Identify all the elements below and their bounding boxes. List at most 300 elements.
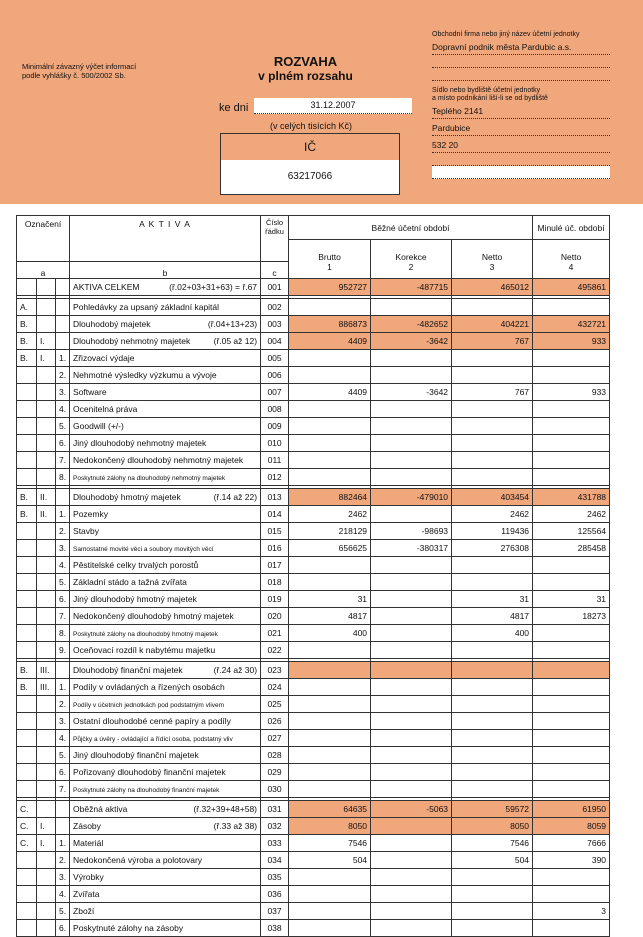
brutto-cell[interactable]	[289, 662, 371, 679]
netto-cell[interactable]	[452, 920, 533, 937]
row-number: 008	[261, 401, 289, 418]
netto-cell[interactable]: 31	[452, 591, 533, 608]
korekce-cell[interactable]: -380317	[371, 540, 452, 557]
row-label-text: Poskytnuté zálohy na zásoby	[73, 923, 184, 933]
designation-1	[17, 608, 37, 625]
korekce-cell[interactable]	[371, 506, 452, 523]
current-period-header: Běžné účetní období	[289, 216, 533, 240]
company-name-blank-2[interactable]	[432, 68, 610, 81]
brutto-cell[interactable]	[289, 469, 371, 486]
row-label-text: Základní stádo a tažná zvířata	[73, 577, 187, 587]
netto-cell[interactable]	[452, 299, 533, 316]
prev-netto-cell[interactable]	[533, 574, 610, 591]
table-row	[17, 591, 610, 608]
korekce-cell[interactable]	[371, 452, 452, 469]
korekce-cell[interactable]	[371, 835, 452, 852]
brutto-cell[interactable]	[289, 886, 371, 903]
designation-2	[37, 920, 56, 937]
korekce-cell[interactable]	[371, 469, 452, 486]
korekce-cell[interactable]	[371, 401, 452, 418]
designation-2	[37, 574, 56, 591]
row-label	[70, 642, 261, 659]
table-row	[17, 730, 610, 747]
netto-cell[interactable]: 400	[452, 625, 533, 642]
netto-cell[interactable]	[452, 747, 533, 764]
netto-cell[interactable]	[452, 574, 533, 591]
brutto-cell[interactable]: 4817	[289, 608, 371, 625]
row-label	[70, 747, 261, 764]
row-label	[70, 350, 261, 367]
table-row	[17, 418, 610, 435]
row-label-text: Zvířata	[73, 889, 100, 899]
designation-1	[17, 574, 37, 591]
table-row	[17, 747, 610, 764]
prev-netto-cell[interactable]: 390	[533, 852, 610, 869]
brutto-cell[interactable]	[289, 781, 371, 798]
row-number: 001	[261, 279, 289, 296]
netto-cell[interactable]	[452, 781, 533, 798]
row-number: 021	[261, 625, 289, 642]
prev-netto-cell[interactable]: 18273	[533, 608, 610, 625]
row-label-text: Nehmotné výsledky výzkumu a vývoje	[73, 370, 217, 380]
col-3-label: 3	[452, 262, 533, 279]
row-label-text: Jiný dlouhodobý hmotný majetek	[73, 594, 197, 604]
row-number: 032	[261, 818, 289, 835]
brutto-cell[interactable]	[289, 401, 371, 418]
prev-netto-cell[interactable]	[533, 299, 610, 316]
prev-netto-cell[interactable]: 31	[533, 591, 610, 608]
designation-2	[37, 469, 56, 486]
prev-netto-cell[interactable]: 933	[533, 333, 610, 350]
netto-cell[interactable]: 4817	[452, 608, 533, 625]
netto-cell[interactable]	[452, 903, 533, 920]
brutto-cell[interactable]: 64635	[289, 801, 371, 818]
prev-netto-cell[interactable]: 7666	[533, 835, 610, 852]
netto-cell[interactable]: 404221	[452, 316, 533, 333]
designation-1	[17, 747, 37, 764]
row-label-text: Ostatní dlouhodobé cenné papíry a podíly	[73, 716, 231, 726]
brutto-cell[interactable]	[289, 747, 371, 764]
netto-prev-header: Netto	[533, 240, 610, 262]
netto-cell[interactable]: 59572	[452, 801, 533, 818]
korekce-cell[interactable]	[371, 418, 452, 435]
netto-cell[interactable]: 504	[452, 852, 533, 869]
brutto-header: Brutto	[289, 240, 371, 262]
row-label	[70, 818, 261, 835]
korekce-cell[interactable]	[371, 696, 452, 713]
row-label	[70, 920, 261, 937]
row-number: 002	[261, 299, 289, 316]
korekce-cell[interactable]	[371, 781, 452, 798]
netto-cell[interactable]	[452, 557, 533, 574]
prev-netto-cell[interactable]	[533, 557, 610, 574]
korekce-cell[interactable]	[371, 852, 452, 869]
prev-netto-cell[interactable]	[533, 469, 610, 486]
brutto-cell[interactable]: 218129	[289, 523, 371, 540]
korekce-cell[interactable]	[371, 367, 452, 384]
designation-2: I.	[37, 818, 56, 835]
brutto-cell[interactable]	[289, 299, 371, 316]
brutto-cell[interactable]: 656625	[289, 540, 371, 557]
netto-cell[interactable]	[452, 452, 533, 469]
prev-netto-cell[interactable]	[533, 679, 610, 696]
designation-2: I.	[37, 333, 56, 350]
row-label-text: Výrobky	[73, 872, 104, 882]
table-row	[17, 333, 610, 350]
netto-cell[interactable]: 276308	[452, 540, 533, 557]
korekce-cell[interactable]	[371, 869, 452, 886]
table-row	[17, 852, 610, 869]
table-row	[17, 764, 610, 781]
designation-3: 1.	[56, 350, 70, 367]
row-label-text: Podíly v účetních jednotkách pod podstatným vlivem	[73, 702, 225, 709]
table-row	[17, 350, 610, 367]
prev-netto-cell[interactable]	[533, 435, 610, 452]
prev-netto-cell[interactable]	[533, 662, 610, 679]
netto-cell[interactable]	[452, 367, 533, 384]
netto-cell[interactable]	[452, 350, 533, 367]
row-label	[70, 418, 261, 435]
row-label	[70, 852, 261, 869]
prev-netto-cell[interactable]	[533, 350, 610, 367]
table-row	[17, 696, 610, 713]
brutto-cell[interactable]	[289, 557, 371, 574]
korekce-cell[interactable]	[371, 557, 452, 574]
korekce-cell[interactable]	[371, 608, 452, 625]
table-row	[17, 469, 610, 486]
row-number: 036	[261, 886, 289, 903]
netto-cell[interactable]	[452, 469, 533, 486]
netto-cell[interactable]	[452, 696, 533, 713]
brutto-cell[interactable]	[289, 679, 371, 696]
row-number: 003	[261, 316, 289, 333]
designation-1	[17, 781, 37, 798]
korekce-cell[interactable]	[371, 350, 452, 367]
designation-3	[56, 316, 70, 333]
designation-3: 3.	[56, 384, 70, 401]
address-blank-2[interactable]	[432, 166, 610, 179]
row-formula: (ř.14 až 22)	[213, 492, 258, 502]
korekce-cell[interactable]: -3642	[371, 333, 452, 350]
table-row	[17, 801, 610, 818]
netto-cell[interactable]	[452, 401, 533, 418]
designation-2	[37, 279, 56, 296]
brutto-cell[interactable]: 400	[289, 625, 371, 642]
brutto-cell[interactable]	[289, 435, 371, 452]
korekce-cell[interactable]	[371, 662, 452, 679]
korekce-cell[interactable]: -482652	[371, 316, 452, 333]
designation-1: C.	[17, 801, 37, 818]
row-label-text: Samostatné movité věci a soubory movitých věcí	[73, 546, 214, 553]
prev-netto-cell[interactable]: 125564	[533, 523, 610, 540]
netto-cell[interactable]: 8050	[452, 818, 533, 835]
korekce-cell[interactable]	[371, 574, 452, 591]
designation-2	[37, 367, 56, 384]
korekce-cell[interactable]	[371, 713, 452, 730]
brutto-cell[interactable]: 504	[289, 852, 371, 869]
brutto-cell[interactable]	[289, 350, 371, 367]
netto-cell[interactable]: 7546	[452, 835, 533, 852]
designation-3: 4.	[56, 557, 70, 574]
brutto-cell[interactable]: 882464	[289, 489, 371, 506]
designation-3	[56, 818, 70, 835]
row-number-header: Číslo řádku	[261, 216, 289, 262]
netto-cell[interactable]: 119436	[452, 523, 533, 540]
brutto-cell[interactable]: 2462	[289, 506, 371, 523]
korekce-cell[interactable]	[371, 591, 452, 608]
korekce-cell[interactable]	[371, 299, 452, 316]
netto-cell[interactable]: 465012	[452, 279, 533, 296]
row-number: 012	[261, 469, 289, 486]
prev-netto-cell[interactable]	[533, 642, 610, 659]
brutto-cell[interactable]: 8050	[289, 818, 371, 835]
korekce-cell[interactable]	[371, 679, 452, 696]
netto-cell[interactable]: 2462	[452, 506, 533, 523]
designation-3: 7.	[56, 781, 70, 798]
table-row	[17, 818, 610, 835]
brutto-cell[interactable]	[289, 696, 371, 713]
ic-label: IČ	[221, 134, 399, 161]
prev-netto-cell[interactable]	[533, 764, 610, 781]
ic-box	[220, 133, 400, 195]
designation-3: 1.	[56, 506, 70, 523]
designation-2	[37, 869, 56, 886]
designation-3: 5.	[56, 574, 70, 591]
korekce-cell[interactable]: -3642	[371, 384, 452, 401]
prev-netto-cell[interactable]	[533, 452, 610, 469]
company-name-blank[interactable]	[432, 55, 610, 68]
korekce-cell[interactable]: -98693	[371, 523, 452, 540]
designation-header: Označení	[17, 216, 70, 262]
designation-2	[37, 540, 56, 557]
designation-2: I.	[37, 835, 56, 852]
row-label	[70, 333, 261, 350]
table-row	[17, 608, 610, 625]
designation-2	[37, 713, 56, 730]
prev-netto-cell[interactable]	[533, 747, 610, 764]
row-label-text: Stavby	[73, 526, 100, 536]
city-field[interactable]: Pardubice	[432, 121, 610, 136]
row-number: 019	[261, 591, 289, 608]
designation-2: II.	[37, 489, 56, 506]
row-label	[70, 401, 261, 418]
designation-3: 8.	[56, 469, 70, 486]
prev-netto-cell[interactable]: 2462	[533, 506, 610, 523]
row-number: 033	[261, 835, 289, 852]
prev-netto-cell[interactable]	[533, 869, 610, 886]
row-label-text: Poskytnuté zálohy na dlouhodobý hmotný majetek	[73, 631, 218, 638]
netto-cell[interactable]	[452, 869, 533, 886]
row-label-text: Dlouhodobý nehmotný majetek	[73, 336, 191, 346]
designation-1	[17, 469, 37, 486]
table-row	[17, 523, 610, 540]
designation-2: III.	[37, 679, 56, 696]
row-label	[70, 299, 261, 316]
designation-3: 7.	[56, 452, 70, 469]
designation-1	[17, 523, 37, 540]
designation-1	[17, 713, 37, 730]
korekce-cell[interactable]	[371, 764, 452, 781]
designation-1: B.	[17, 662, 37, 679]
designation-3	[56, 333, 70, 350]
table-row	[17, 299, 610, 316]
date-field[interactable]: 31.12.2007	[254, 98, 412, 114]
prev-netto-cell[interactable]: 3	[533, 903, 610, 920]
korekce-cell[interactable]	[371, 920, 452, 937]
designation-1: B.	[17, 350, 37, 367]
row-label	[70, 384, 261, 401]
designation-2: II.	[37, 506, 56, 523]
prev-netto-cell[interactable]	[533, 713, 610, 730]
korekce-cell[interactable]: -487715	[371, 279, 452, 296]
brutto-cell[interactable]	[289, 574, 371, 591]
row-number: 022	[261, 642, 289, 659]
netto-cell[interactable]	[452, 764, 533, 781]
row-number: 004	[261, 333, 289, 350]
address-blank[interactable]	[432, 153, 610, 166]
balance-sheet-table-wrap	[16, 215, 609, 937]
prev-netto-cell[interactable]	[533, 781, 610, 798]
designation-3: 1.	[56, 835, 70, 852]
designation-1	[17, 540, 37, 557]
row-label	[70, 713, 261, 730]
brutto-cell[interactable]: 7546	[289, 835, 371, 852]
row-label	[70, 540, 261, 557]
company-name-field[interactable]: Dopravní podnik města Pardubic a.s.	[432, 40, 610, 55]
netto-cell[interactable]	[452, 886, 533, 903]
prev-netto-cell[interactable]: 432721	[533, 316, 610, 333]
designation-3: 7.	[56, 608, 70, 625]
prev-netto-cell[interactable]: 61950	[533, 801, 610, 818]
korekce-cell[interactable]	[371, 625, 452, 642]
row-label-text: Dlouhodobý hmotný majetek	[73, 492, 181, 502]
row-formula: (ř.24 až 30)	[213, 665, 258, 675]
designation-3: 4.	[56, 730, 70, 747]
brutto-cell[interactable]: 952727	[289, 279, 371, 296]
table-row	[17, 835, 610, 852]
brutto-cell[interactable]	[289, 920, 371, 937]
brutto-cell[interactable]	[289, 367, 371, 384]
brutto-cell[interactable]: 886873	[289, 316, 371, 333]
netto-cell[interactable]	[452, 730, 533, 747]
balance-sheet-table	[16, 215, 610, 937]
prev-netto-cell[interactable]	[533, 920, 610, 937]
table-row	[17, 401, 610, 418]
zip-field[interactable]: 532 20	[432, 138, 610, 153]
designation-2	[37, 299, 56, 316]
korekce-cell[interactable]	[371, 435, 452, 452]
netto-cell[interactable]: 767	[452, 384, 533, 401]
designation-3: 5.	[56, 903, 70, 920]
designation-1	[17, 886, 37, 903]
designation-1	[17, 591, 37, 608]
table-row	[17, 713, 610, 730]
table-row	[17, 452, 610, 469]
designation-3: 6.	[56, 920, 70, 937]
prev-netto-cell[interactable]	[533, 401, 610, 418]
street-field[interactable]: Teplého 2141	[432, 104, 610, 119]
row-label	[70, 869, 261, 886]
netto-cell[interactable]	[452, 642, 533, 659]
row-label-text: Pohledávky za upsaný základní kapitál	[73, 302, 220, 312]
header-row-3	[17, 262, 610, 279]
company-name-label: Obchodní firma nebo jiný název účetní jednotky	[432, 31, 580, 38]
netto-cell[interactable]	[452, 418, 533, 435]
row-label-text: Jiný dlouhodobý finanční majetek	[73, 750, 199, 760]
row-label	[70, 591, 261, 608]
row-label-text: Oceňovací rozdíl k nabytému majetku	[73, 645, 216, 655]
prev-netto-cell[interactable]: 933	[533, 384, 610, 401]
netto-cell[interactable]	[452, 435, 533, 452]
table-row	[17, 384, 610, 401]
brutto-cell[interactable]	[289, 764, 371, 781]
korekce-cell[interactable]	[371, 747, 452, 764]
netto-cell[interactable]	[452, 713, 533, 730]
brutto-cell[interactable]: 31	[289, 591, 371, 608]
korekce-cell[interactable]	[371, 903, 452, 920]
prev-netto-cell[interactable]	[533, 625, 610, 642]
address-label: Sídlo nebo bydliště účetní jednotky a místo podnikání liší-li se od bydliště	[432, 86, 548, 102]
prev-netto-cell[interactable]	[533, 696, 610, 713]
designation-2	[37, 625, 56, 642]
brutto-cell[interactable]	[289, 642, 371, 659]
korekce-cell[interactable]: -5063	[371, 801, 452, 818]
table-row	[17, 367, 610, 384]
designation-2	[37, 384, 56, 401]
prev-netto-cell[interactable]: 431788	[533, 489, 610, 506]
netto-cell[interactable]: 767	[452, 333, 533, 350]
designation-3: 2.	[56, 696, 70, 713]
prev-netto-cell[interactable]	[533, 418, 610, 435]
korekce-cell[interactable]	[371, 886, 452, 903]
brutto-cell[interactable]	[289, 452, 371, 469]
prev-netto-cell[interactable]: 8059	[533, 818, 610, 835]
brutto-cell[interactable]	[289, 713, 371, 730]
korekce-cell[interactable]: -479010	[371, 489, 452, 506]
row-formula: (ř.32+39+48+58)	[193, 804, 258, 814]
designation-3: 6.	[56, 764, 70, 781]
korekce-cell[interactable]	[371, 818, 452, 835]
netto-cell[interactable]	[452, 679, 533, 696]
brutto-cell[interactable]: 4409	[289, 333, 371, 350]
row-number: 009	[261, 418, 289, 435]
table-row	[17, 540, 610, 557]
brutto-cell[interactable]	[289, 418, 371, 435]
netto-cell[interactable]: 403454	[452, 489, 533, 506]
brutto-cell[interactable]: 4409	[289, 384, 371, 401]
col-b-label: b	[70, 262, 261, 279]
brutto-cell[interactable]	[289, 869, 371, 886]
designation-1	[17, 920, 37, 937]
designation-2	[37, 696, 56, 713]
prev-netto-cell[interactable]	[533, 730, 610, 747]
prev-netto-cell[interactable]: 495861	[533, 279, 610, 296]
row-label-text: Pozemky	[73, 509, 108, 519]
designation-3: 9.	[56, 642, 70, 659]
korekce-cell[interactable]	[371, 730, 452, 747]
netto-cell[interactable]	[452, 662, 533, 679]
prev-netto-cell[interactable]: 285458	[533, 540, 610, 557]
row-formula: (ř.02+03+31+63) = ř.67	[169, 282, 258, 292]
brutto-cell[interactable]	[289, 730, 371, 747]
table-row	[17, 903, 610, 920]
prev-netto-cell[interactable]	[533, 367, 610, 384]
brutto-cell[interactable]	[289, 903, 371, 920]
ic-field[interactable]: 63217066	[221, 160, 399, 194]
korekce-cell[interactable]	[371, 642, 452, 659]
row-number: 007	[261, 384, 289, 401]
prev-netto-cell[interactable]	[533, 886, 610, 903]
